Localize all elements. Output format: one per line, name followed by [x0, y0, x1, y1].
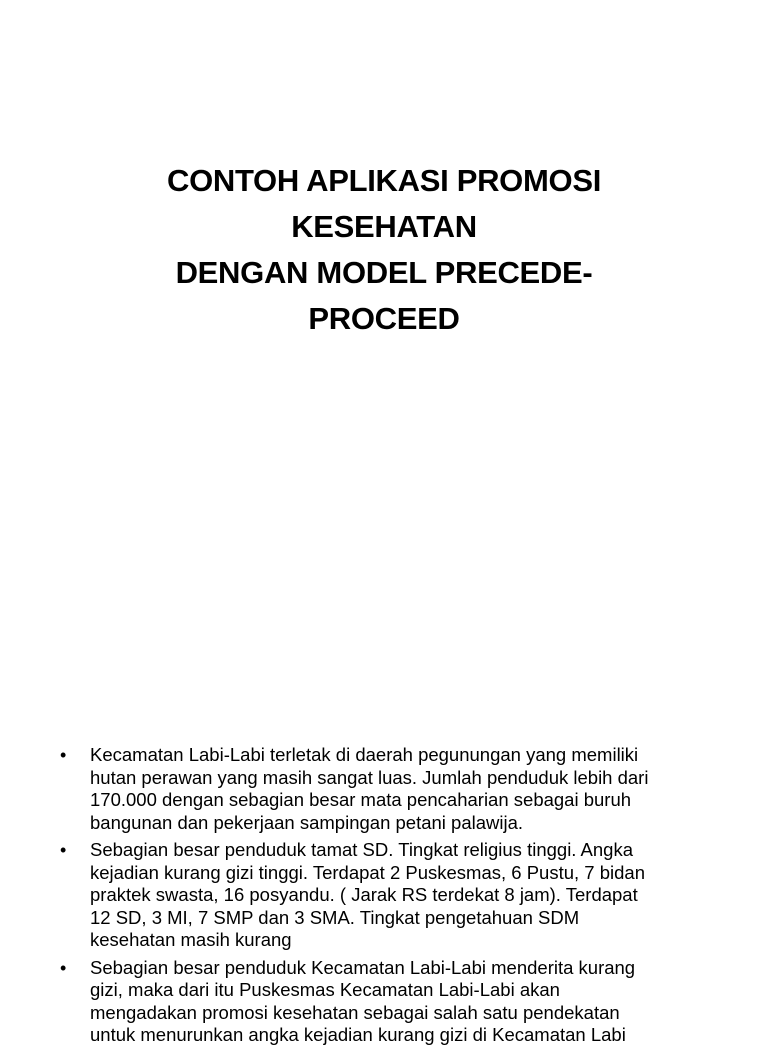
bullet-list	[58, 744, 718, 1052]
bullet-line: kejadian kurang gizi tinggi. Terdapat 2 Puskesmas, 6 Pustu, 7 bidan	[90, 861, 645, 883]
bullet-line: mengadakan promosi kesehatan sebagai salah satu pendekatan	[90, 1001, 620, 1023]
bullet-dot-icon: •	[60, 745, 67, 765]
slide-title	[0, 158, 768, 342]
bullet-line: 170.000 dengan sebagian besar mata pencaharian sebagai buruh	[90, 789, 632, 810]
bullet-dot-icon: •	[60, 957, 67, 978]
bullet-line: 12 SD, 3 MI, 7 SMP dan 3 SMA. Tingkat pengetahuan SDM	[90, 906, 580, 928]
bullet-line: gizi, maka dari itu Puskesmas Kecamatan Labi-Labi akan	[90, 979, 560, 1000]
title-line: PROCEED	[308, 301, 460, 336]
title-line: DENGAN MODEL PRECEDE-	[175, 255, 593, 290]
bullet-line: Sebagian besar penduduk tamat SD. Tingkat religius tinggi. Angka	[90, 839, 634, 860]
title-line: KESEHATAN	[291, 209, 477, 244]
bullet-line: hutan perawan yang masih sangat luas. Jumlah penduduk lebih dari	[90, 766, 649, 788]
bullet-item	[58, 744, 718, 834]
title-line: CONTOH APLIKASI PROMOSI	[166, 163, 602, 198]
bullet-item	[58, 839, 718, 952]
bullet-dot-icon: •	[60, 840, 67, 860]
bullet-line: untuk menurunkan angka kejadian kurang gizi di Kecamatan Labi	[90, 1024, 626, 1045]
bullet-item	[58, 957, 718, 1047]
bullet-line: kesehatan masih kurang	[90, 929, 292, 950]
bullet-line: Sebagian besar penduduk Kecamatan Labi-Labi menderita kurang	[90, 956, 636, 978]
bullet-line: Kecamatan Labi-Labi terletak di daerah pegunungan yang memiliki	[90, 744, 639, 765]
bullet-line: bangunan dan pekerjaan sampingan petani palawija.	[90, 811, 524, 833]
bullet-line: praktek swasta, 16 posyandu. ( Jarak RS terdekat 8 jam). Terdapat	[90, 884, 638, 905]
